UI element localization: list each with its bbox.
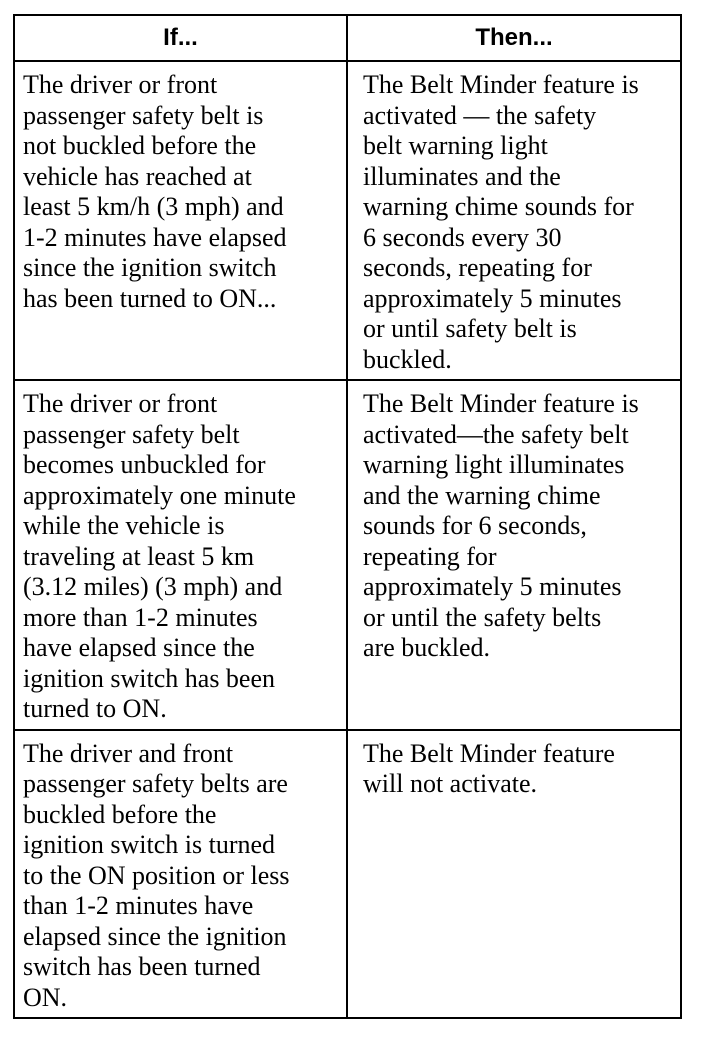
if-cell: The driver and front passenger safety belts are buckled before the ignition switch is turned to the ON position or less than 1-2 minutes have elapsed since the ignition switch has been turned ON. <box>14 730 347 1019</box>
then-cell: The Belt Minder feature is activated — the safety belt warning light illuminates and the warning chime sounds for 6 seconds every 30 seconds, repeating for approximately 5 minutes or until safety belt is buckled. <box>347 61 681 380</box>
table-row <box>14 730 681 1019</box>
if-cell: The driver or front passenger safety belt becomes unbuckled for approximately one minute while the vehicle is traveling at least 5 km (3.12 miles) (3 mph) and more than 1-2 minutes have elapsed since the ignition switch has been turned to ON. <box>14 380 347 730</box>
then-column-header: Then... <box>347 15 681 61</box>
belt-minder-table <box>13 14 682 1019</box>
if-cell: The driver or front passenger safety belt is not buckled before the vehicle has reached at least 5 km/h (3 mph) and 1-2 minutes have elapsed since the ignition switch has been turned to ON... <box>14 61 347 380</box>
if-column-header: If... <box>14 15 347 61</box>
table-row <box>14 61 681 380</box>
then-cell: The Belt Minder feature is activated—the safety belt warning light illuminates and the warning chime sounds for 6 seconds, repeating for approximately 5 minutes or until the safety belts are buckled. <box>347 380 681 730</box>
table-row <box>14 380 681 730</box>
then-cell: The Belt Minder feature will not activate. <box>347 730 681 1019</box>
header-row <box>14 15 681 61</box>
